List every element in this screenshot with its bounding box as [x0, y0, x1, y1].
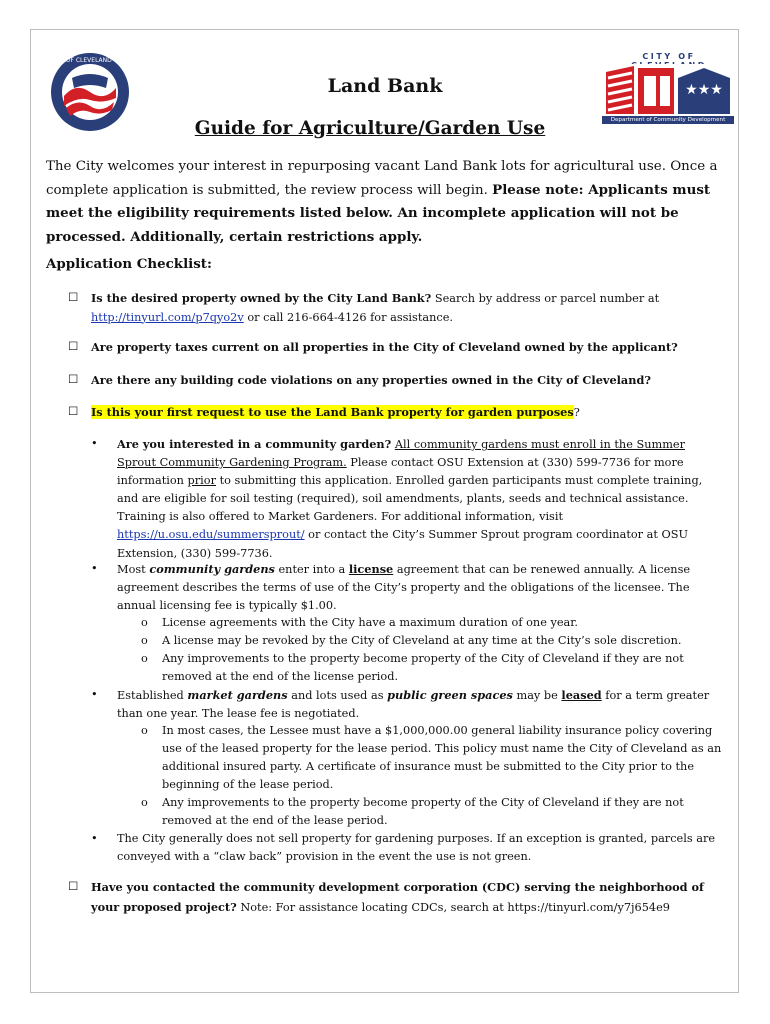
q1-text: Search by address or parcel number at [434, 292, 660, 305]
intro-paragraph [46, 156, 736, 249]
seal-text: CITY OF CLEVELAND OHIO [50, 57, 130, 64]
intro-note: Please note: Applicants must meet the eligibility requirements listed below. An incomplete application will not be processed. Additionally, certain restrictions apply. [46, 181, 711, 245]
checkbox-cdc[interactable]: ☐ [68, 880, 79, 893]
sub-text: Any improvements to the property become property of the City of Cleveland if they are not removed at the end of the license period. [162, 652, 684, 684]
bullet-dot: • [91, 832, 98, 845]
sub-bullet: o [141, 634, 148, 647]
svg-text:★★★: ★★★ [685, 82, 723, 98]
b3-mid: and lots used as [291, 689, 384, 702]
b3-public-green-spaces: public green spaces [387, 688, 513, 702]
checkbox-violations[interactable]: ☐ [68, 373, 79, 386]
sub-text: In most cases, the Lessee must have a $1,000,000.00 general liability insurance policy covering use of the leased property for the lease period. This policy must name the City of Cleveland as an additional insured party. A certificate of insurance must be submitted to the City prior to the beginning of the lease period. [162, 724, 722, 792]
sub-text: Any improvements to the property become property of the City of Cleveland if they are not removed at the end of the lease period. [162, 796, 684, 828]
page-subtitle: Guide for Agriculture/Garden Use [194, 118, 546, 139]
land-bank-search-link[interactable]: http://tinyurl.com/p7qyo2v [91, 310, 244, 324]
b1-prior: prior [187, 474, 216, 488]
sub-bullet: o [141, 724, 148, 737]
b2-post: agreement that can be renewed annually. A license agreement describes the terms of use of the City’s property and the obligations of the licensee. The annual licensing fee is typically $1.00. [117, 563, 691, 613]
sub-bullet: o [141, 616, 148, 629]
b3-leased: leased [561, 688, 602, 702]
b3-pre: Established [117, 689, 184, 702]
summer-sprout-link[interactable]: https://u.osu.edu/summersprout/ [117, 528, 305, 542]
b1-text1: Please contact OSU Extension at (330) 599-7736 for more information [117, 456, 684, 488]
sub-bullet: o [141, 796, 148, 809]
dept-logo-city-text: CITY OF [642, 52, 696, 61]
b2-community-gardens: community gardens [149, 562, 275, 576]
q1-question: Is the desired property owned by the City Land Bank? [91, 291, 432, 305]
bullet-dot: • [91, 562, 98, 575]
checklist-heading: Application Checklist: [46, 256, 212, 272]
sub-text: License agreements with the City have a maximum duration of one year. [162, 616, 579, 629]
b2-license: license [348, 562, 394, 576]
q1-tail: or call 216-664-4126 for assistance. [247, 310, 453, 324]
q4-end: ? [573, 406, 580, 419]
sub-text: A license may be revoked by the City of Cleveland at any time at the City’s sole discretion. [162, 634, 682, 647]
intro-text: The City welcomes your interest in repurposing vacant Land Bank lots for agricultural use. Once a complete application is submitted, the review process will begin. [46, 159, 718, 198]
q4-question: Is this your first request to use the Land Bank property for garden purposes [91, 405, 574, 419]
bullet-dot: • [91, 688, 98, 701]
b1-question: Are you interested in a community garden? [117, 437, 392, 451]
checkbox-owned[interactable]: ☐ [68, 291, 79, 304]
bullet-dot: • [91, 437, 98, 450]
q3-question: Are there any building code violations on any properties owned in the City of Cleveland? [91, 373, 651, 387]
q5-question: Have you contacted the community development corporation (CDC) serving the neighborhood of your proposed project? [91, 880, 704, 914]
sub-bullet: o [141, 652, 148, 665]
b4-text: The City generally does not sell property for gardening purposes. If an exception is granted, parcels are conveyed with a “claw back” provision in the event the use is not green. [117, 832, 716, 864]
q2-question: Are property taxes current on all properties in the City of Cleveland owned by the applicant? [91, 340, 678, 354]
checkbox-first-request[interactable]: ☐ [68, 405, 79, 418]
checkbox-taxes[interactable]: ☐ [68, 340, 79, 353]
b1-underlined: All community gardens must enroll in the Summer Sprout Community Gardening Program. [117, 438, 686, 470]
b3-market-gardens: market gardens [187, 688, 288, 702]
q5-text: Note: For assistance locating CDCs, search at https://tinyurl.com/y7j654e9 [240, 900, 670, 914]
b1-text2: to submitting this application. Enrolled garden participants must complete training, and are eligible for soil testing (required), soil amendments, plants, seeds and technical assistance. Training is also offered to Market Gardeners. For additional information, visit [117, 474, 703, 524]
page-title: Land Bank [327, 75, 443, 97]
b3-mid2: may be [516, 689, 558, 702]
b1-text3: or contact the City’s Summer Sprout program coordinator at OSU Extension, (330) 599-7736. [117, 528, 689, 560]
b2-pre: Most [117, 563, 146, 576]
b2-mid: enter into a [278, 563, 346, 576]
b3-post: for a term greater than one year. The lease fee is negotiated. [117, 689, 710, 721]
dept-logo-name: Department of Community Development [602, 116, 734, 124]
